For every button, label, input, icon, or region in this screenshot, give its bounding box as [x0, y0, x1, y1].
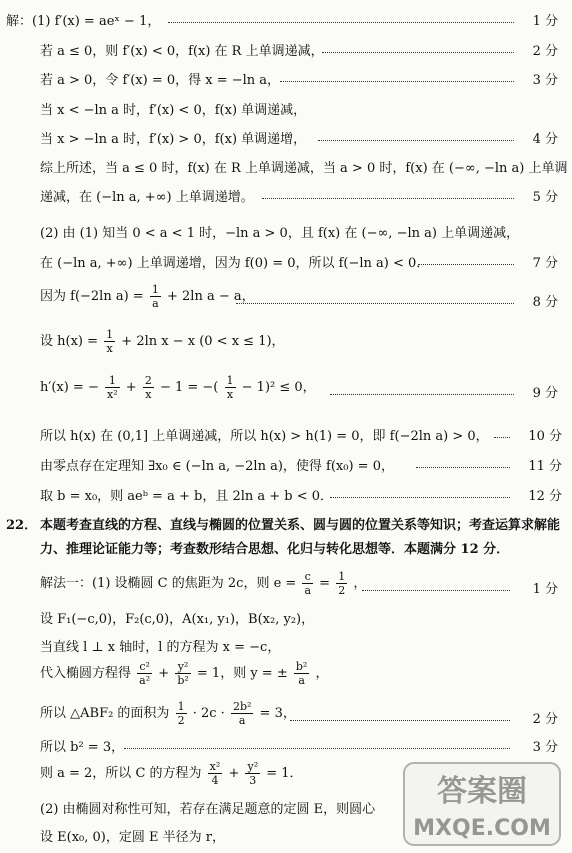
numerator: 1 — [226, 374, 234, 387]
solution-line-8: (2) 由椭圆对称性可知，若存在满足题意的定圆 E，则圆心 — [40, 802, 376, 817]
score-mark: 4 分 — [532, 132, 558, 147]
numerator: y² — [247, 760, 259, 773]
text: + 2ln x − x (0 < x ≤ 1)， — [121, 334, 285, 349]
solution-line-6: 所以 b² = 3， — [40, 740, 125, 755]
numerator: 2 — [144, 374, 152, 387]
denominator: b² — [177, 674, 189, 687]
score-mark: 2 分 — [532, 712, 558, 727]
line-1 — [6, 10, 160, 29]
denominator: x — [226, 388, 234, 401]
leader-dots — [494, 437, 510, 438]
text: 解法一：(1) 设椭圆 C 的焦距为 2c，则 e = — [40, 576, 297, 591]
numerator: x² — [209, 760, 221, 773]
line-8: (2) 由 (1) 知当 0 < a < 1 时，−ln a > 0，且 f(x) 在 (−∞, −ln a) 上单调递减， — [40, 226, 520, 241]
denominator: a — [304, 584, 311, 597]
question-22-intro: 本题考查直线的方程、直线与椭圆的位置关系、圆与圆的位置关系等知识；考查运算求解能力、推理论证能力等；考查数形结合思想、化归与转化思想等．本题满分 12 分． — [40, 518, 561, 557]
part-1-label: 解：(1) — [6, 14, 51, 29]
line-3: 若 a > 0，令 f′(x) = 0，得 x = −ln a， — [40, 73, 281, 88]
numerator: 2b² — [232, 700, 252, 713]
text: + — [228, 766, 240, 781]
solution-line-7 — [40, 760, 303, 787]
denominator: 3 — [249, 774, 257, 787]
fraction — [104, 328, 115, 355]
solution-line-5 — [40, 700, 296, 727]
numerator: y² — [175, 660, 190, 674]
text: 因为 f(−2ln a) = — [40, 289, 144, 304]
leader-dots — [362, 590, 510, 591]
line-9: 在 (−ln a, +∞) 上单调递增，因为 f(0) = 0，所以 f(−ln a) < 0． — [40, 256, 430, 271]
text: = 1，则 y = ± — [196, 666, 288, 681]
score-mark: 2 分 — [532, 44, 558, 59]
leader-dots — [330, 394, 514, 395]
score-mark: 5 分 — [532, 190, 558, 205]
line-13: 所以 h(x) 在 (0,1] 上单调递减，所以 h(x) > h(1) = 0，即 f(−2ln a) > 0， — [40, 429, 489, 444]
numerator: 1 — [105, 374, 120, 388]
score-mark: 11 分 — [528, 459, 562, 474]
text: + 2ln a − a， — [166, 289, 255, 304]
line-14: 由零点存在定理知 ∃x₀ ∈ (−ln a, −2ln a)，使得 f(x₀) = 0， — [40, 459, 394, 474]
leader-dots — [330, 497, 510, 498]
text: 代入椭圆方程得 — [40, 666, 132, 681]
text: = 3， — [259, 706, 296, 721]
question-22-number: 22． — [6, 518, 38, 533]
score-mark: 10 分 — [528, 429, 562, 444]
fraction — [208, 760, 223, 787]
line-7: 递减，在 (−ln a, +∞) 上单调递增。 — [40, 190, 254, 205]
denominator: 2 — [338, 584, 346, 597]
text: + — [125, 380, 137, 395]
leader-dots — [236, 303, 514, 304]
leader-dots — [280, 81, 514, 82]
fraction — [245, 760, 260, 787]
numerator: 1 — [106, 328, 114, 341]
derivative-formula: f′(x) = aeˣ − 1， — [54, 14, 161, 29]
watermark-logo — [402, 761, 562, 847]
fraction — [225, 374, 236, 401]
text: ， — [353, 576, 367, 591]
text: = — [319, 576, 331, 591]
line-10 — [40, 283, 255, 310]
watermark-title: 答案圈 — [437, 774, 527, 809]
text: − 1)² ≤ 0， — [241, 380, 316, 395]
leader-dots — [416, 467, 510, 468]
denominator: a — [238, 714, 246, 727]
leader-dots — [168, 22, 514, 23]
score-mark: 7 分 — [532, 256, 558, 271]
fraction — [143, 374, 154, 401]
denominator: x — [145, 388, 152, 401]
numerator: c² — [137, 660, 152, 674]
denominator: a — [152, 297, 159, 310]
numerator: 1 — [177, 700, 185, 713]
numerator: c — [302, 570, 313, 584]
solution-line-9: 设 E(x₀, 0)，定圆 E 半径为 r， — [40, 830, 225, 845]
denominator: a — [298, 674, 305, 687]
score-mark: 1 分 — [532, 14, 558, 29]
leader-dots — [262, 198, 514, 199]
score-mark: 1 分 — [532, 582, 558, 597]
leader-dots — [290, 720, 510, 721]
watermark-domain: MXQE.COM — [413, 816, 551, 841]
line-12 — [40, 374, 316, 401]
fraction — [231, 700, 253, 727]
leader-dots — [124, 748, 510, 749]
denominator: x² — [107, 388, 118, 401]
score-mark: 12 分 — [528, 489, 562, 504]
text: · 2c · — [192, 706, 225, 721]
solution-line-4 — [40, 660, 328, 687]
leader-dots — [318, 140, 514, 141]
text: = 1． — [266, 766, 303, 781]
score-mark: 3 分 — [532, 740, 558, 755]
fraction — [150, 283, 161, 310]
numerator: 1 — [338, 570, 346, 583]
line-4: 当 x < −ln a 时，f′(x) < 0，f(x) 单调递减， — [40, 103, 307, 118]
denominator: 4 — [211, 774, 219, 787]
fraction — [176, 700, 187, 727]
score-mark: 9 分 — [532, 386, 558, 401]
fraction — [137, 660, 152, 687]
leader-dots — [322, 52, 514, 53]
text: ， — [315, 666, 329, 681]
solution-line-1 — [40, 570, 366, 597]
denominator: 2 — [177, 714, 185, 727]
line-15: 取 b = x₀，则 aeᵇ = a + b，且 2ln a + b < 0． — [40, 489, 334, 504]
text: 所以 △ABF₂ 的面积为 — [40, 706, 170, 721]
text: − 1 = −( — [159, 380, 219, 395]
text: + — [158, 666, 170, 681]
leader-dots — [418, 264, 514, 265]
text: 设 h(x) = — [40, 334, 99, 349]
numerator: b² — [295, 660, 308, 673]
fraction — [175, 660, 190, 687]
line-2: 若 a ≤ 0，则 f′(x) < 0，f(x) 在 R 上单调递减， — [40, 44, 324, 59]
fraction — [336, 570, 347, 597]
text: 则 a = 2，所以 C 的方程为 — [40, 766, 202, 781]
fraction — [302, 570, 313, 597]
solution-line-3: 当直线 l ⊥ x 轴时，l 的方程为 x = −c， — [40, 640, 281, 655]
denominator: a² — [139, 674, 151, 687]
text: h′(x) = − — [40, 380, 99, 395]
fraction — [105, 374, 120, 401]
denominator: x — [106, 342, 113, 355]
line-6: 综上所述，当 a ≤ 0 时，f(x) 在 R 上单调递减，当 a > 0 时，f(x) 在 (−∞, −ln a) 上单调 — [40, 161, 568, 176]
numerator: 1 — [151, 283, 159, 296]
fraction — [294, 660, 309, 687]
score-mark: 8 分 — [532, 295, 558, 310]
solution-line-2: 设 F₁(−c,0)，F₂(c,0)，A(x₁, y₁)，B(x₂, y₂)， — [40, 612, 315, 627]
line-11 — [40, 328, 285, 355]
score-mark: 3 分 — [532, 73, 558, 88]
line-5: 当 x > −ln a 时，f′(x) > 0，f(x) 单调递增， — [40, 132, 307, 147]
